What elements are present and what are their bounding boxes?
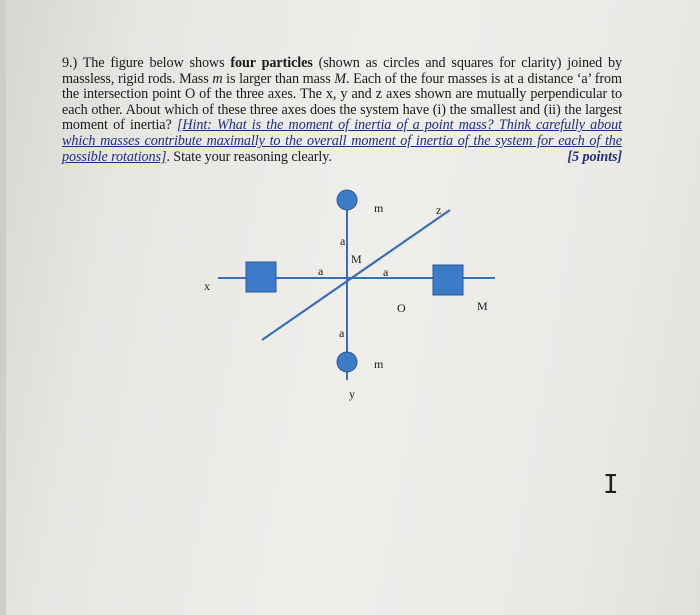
label-a-upper: a — [340, 234, 346, 248]
question-text: 9.) The figure below shows four particles (shown as circles and squares for clarity) joined by massless, rigid rods. Mass m is larger than mass M. Each of the four masses is at a distance ‘a’ from the intersection point O of the three axes. The x, y and z axes shown are mutually perpendicular to each other. About which of these three axes does the system have (i) the smallest and (ii) the largest moment of inertia? [Hint: What is the moment of inertia of a point mass? Think carefully about which masses contribute maximally to the overall moment of inertia of the system for each of the possible rotations]. State your reasoning clearly. [5 points] — [62, 55, 623, 165]
label-a-left: a — [318, 264, 324, 278]
label-m-top: m — [374, 201, 384, 215]
label-z-axis: z — [436, 203, 442, 217]
label-M-center: M — [351, 252, 362, 266]
bold-phrase: four particles — [230, 55, 313, 71]
label-origin: O — [397, 301, 406, 315]
points-label: [5 points] — [567, 148, 622, 165]
label-a-lower: a — [339, 326, 345, 340]
question-number: 9.) — [62, 55, 78, 71]
label-x-axis: x — [204, 279, 210, 293]
mass-m-bottom — [337, 352, 357, 372]
mass-m-top — [337, 190, 357, 210]
label-m-bottom: m — [374, 357, 384, 371]
text-cursor-icon: I — [603, 470, 619, 500]
mass-M-left — [246, 262, 276, 292]
hint-text: [Hint: What is the moment of inertia of a point mass? Think carefully about which masses contribute maximally to the overall moment of inertia of the system for each of the possible rotations] — [62, 117, 622, 165]
label-y-axis: y — [349, 387, 355, 401]
mass-M-right — [433, 265, 463, 295]
label-a-right: a — [383, 265, 389, 279]
z-axis-line — [262, 210, 450, 340]
label-M-right: M — [477, 299, 488, 313]
